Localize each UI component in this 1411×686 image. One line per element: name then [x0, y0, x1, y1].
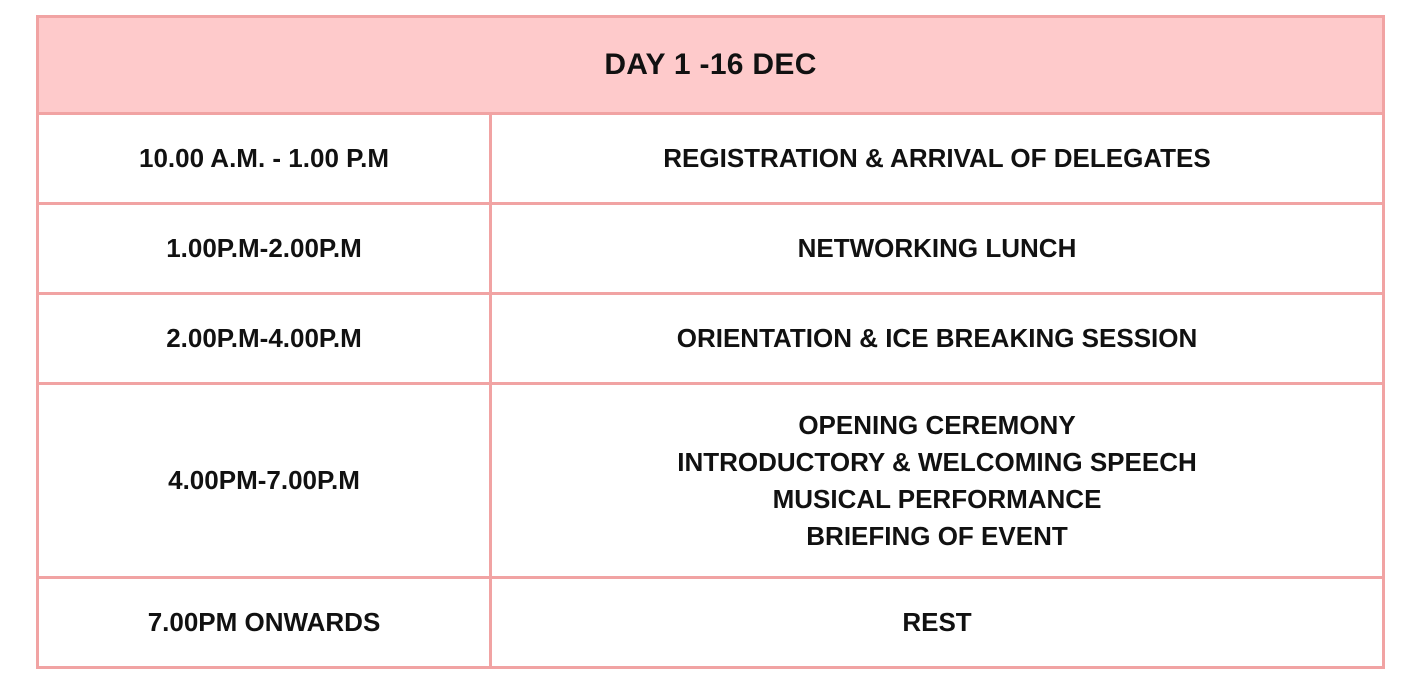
- time-cell: [39, 385, 492, 576]
- activity-item: BRIEFING OF EVENT: [806, 520, 1068, 551]
- schedule-row: [39, 115, 1382, 205]
- time-slot: 1.00P.M-2.00P.M: [166, 233, 362, 263]
- schedule-table: [36, 15, 1385, 669]
- schedule-row: [39, 205, 1382, 295]
- schedule-row: [39, 295, 1382, 385]
- activity-item: NETWORKING LUNCH: [797, 233, 1077, 263]
- activity-cell: [492, 385, 1382, 576]
- time-slot: 7.00PM ONWARDS: [147, 607, 381, 637]
- activity-item: REGISTRATION & ARRIVAL OF DELEGATES: [663, 143, 1211, 173]
- time-slot: 4.00PM-7.00P.M: [168, 465, 360, 495]
- schedule-header: [39, 18, 1382, 115]
- time-slot: 2.00P.M-4.00P.M: [166, 323, 362, 353]
- day-title: DAY 1 -16 DEC: [604, 48, 817, 81]
- activity-cell: [492, 295, 1382, 382]
- time-cell: [39, 115, 492, 202]
- activity-item: INTRODUCTORY & WELCOMING SPEECH: [677, 446, 1197, 477]
- time-slot: 10.00 A.M. - 1.00 P.M: [138, 143, 389, 173]
- activity-item: ORIENTATION & ICE BREAKING SESSION: [676, 323, 1198, 353]
- activity-cell: [492, 579, 1382, 666]
- schedule-row: [39, 579, 1382, 666]
- activity-cell: [492, 115, 1382, 202]
- time-cell: [39, 205, 492, 292]
- activity-item: REST: [902, 607, 972, 637]
- schedule-row: [39, 385, 1382, 579]
- activity-item: MUSICAL PERFORMANCE: [772, 483, 1102, 514]
- time-cell: [39, 295, 492, 382]
- activity-item: OPENING CEREMONY: [798, 409, 1076, 440]
- activity-cell: [492, 205, 1382, 292]
- time-cell: [39, 579, 492, 666]
